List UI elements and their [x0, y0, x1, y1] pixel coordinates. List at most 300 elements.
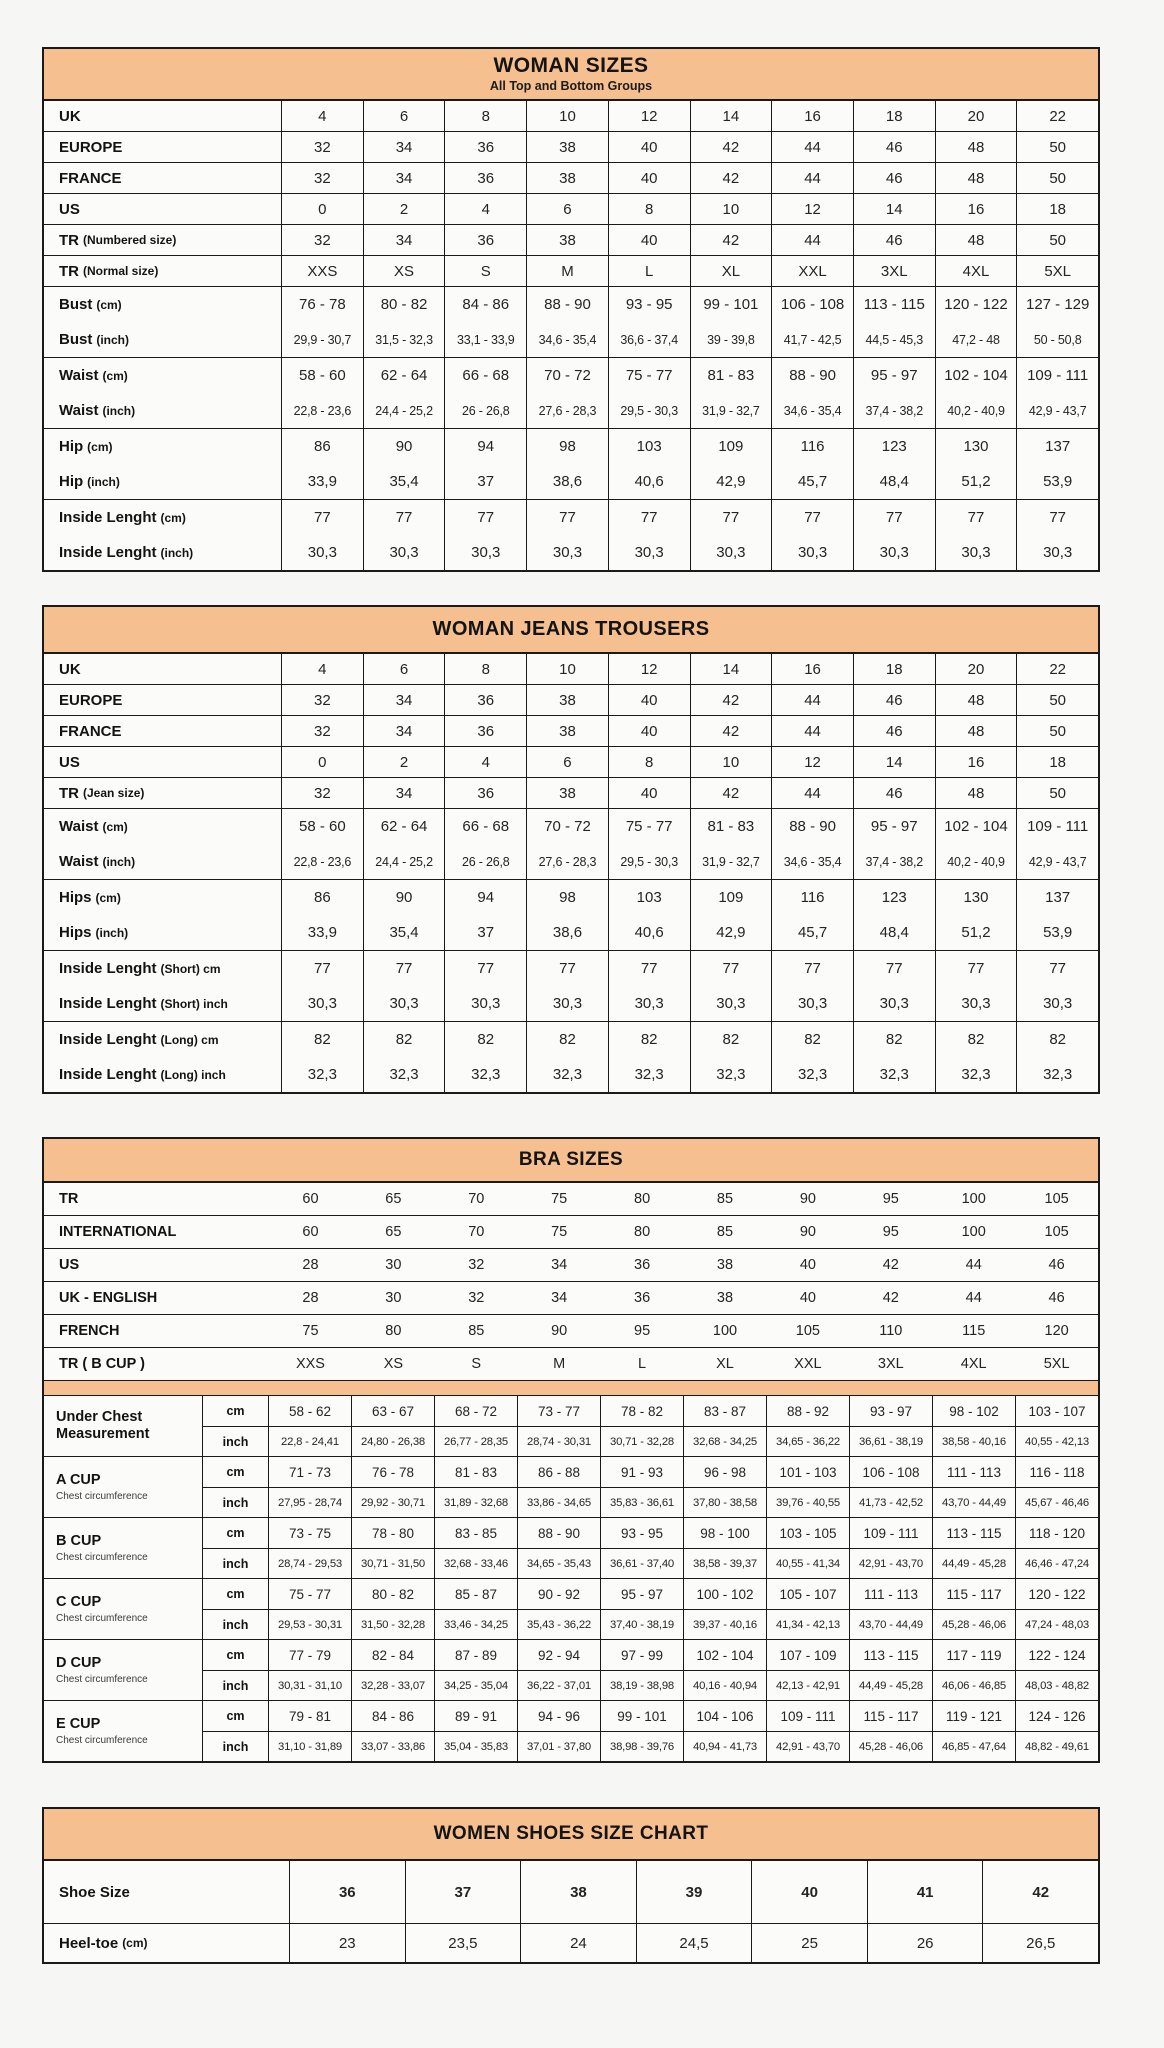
value-cell: 53,9: [1043, 924, 1073, 941]
value-cell: 24,4 - 25,2: [364, 844, 446, 879]
value-cell: 44,5 - 45,3: [854, 322, 936, 357]
value-cell: 12: [609, 101, 691, 131]
value-cell: 81 - 83: [691, 809, 773, 844]
value-cell: 22,8 - 23,6: [282, 393, 364, 428]
value-cell: 10: [691, 194, 773, 224]
row-label: [44, 809, 282, 844]
value-cell: 82: [282, 1022, 364, 1057]
row-label: [44, 287, 282, 322]
value-cell: 82: [936, 1022, 1018, 1057]
table-row: [44, 844, 1098, 879]
table-row: [44, 287, 1098, 322]
value-cell: 44: [772, 132, 854, 162]
value-cell: 42,91 - 43,70: [850, 1549, 933, 1578]
value-cell: 39 - 39,8: [691, 322, 773, 357]
value-cell: 30,71 - 31,50: [352, 1549, 435, 1578]
value-cell: 0: [282, 194, 364, 224]
value-cell: 46: [854, 778, 936, 808]
value-cell: 48,03 - 48,82: [1025, 1679, 1089, 1692]
value-cell: XS: [383, 1356, 404, 1372]
value-cell: 96 - 98: [684, 1457, 767, 1487]
cup-sublabel: Chest circumference: [56, 1673, 148, 1685]
value-cell: 44: [965, 1290, 982, 1306]
value-cell: 5XL: [1044, 262, 1072, 280]
value-cell: 47,2 - 48: [936, 322, 1018, 357]
woman-jeans-title: WOMAN JEANS TROUSERS: [432, 618, 710, 640]
value-cell: 77: [1049, 509, 1067, 526]
value-cell: L: [609, 256, 691, 286]
value-cell: 51,2: [936, 915, 1018, 950]
value-cell: 44: [772, 716, 854, 746]
value-cell: 35,04 - 35,83: [435, 1732, 518, 1761]
value-cell: 82 - 84: [352, 1640, 435, 1670]
cup-sublabel: Chest circumference: [56, 1612, 148, 1624]
value-cell: 90: [551, 1323, 568, 1339]
cup-sublabel: Chest circumference: [56, 1551, 148, 1563]
value-cell: 78 - 80: [352, 1518, 435, 1548]
value-cell: 32: [282, 225, 364, 255]
value-cell: 40: [609, 225, 691, 255]
value-cell: 40: [752, 1861, 868, 1923]
value-cell: 6: [364, 101, 446, 131]
value-cell: 111 - 113: [850, 1579, 933, 1609]
value-cell: 8: [445, 101, 527, 131]
value-cell: 48: [936, 132, 1018, 162]
value-cell: 36: [445, 163, 527, 193]
value-cell: 46: [1048, 1257, 1065, 1273]
value-cell: 86: [282, 429, 364, 464]
value-cell: 30,3: [772, 986, 854, 1021]
row-label-sub: (cm): [122, 1936, 148, 1950]
value-cell: 38: [527, 225, 609, 255]
table-row: [44, 464, 1098, 499]
value-cell: 32,3: [691, 1057, 773, 1092]
value-cell: 4: [445, 747, 527, 777]
value-cell: 24,5: [637, 1924, 753, 1962]
woman-sizes-row-group: [44, 225, 1098, 256]
value-cell: 3XL: [854, 256, 936, 286]
value-cell: 18: [1049, 753, 1067, 771]
value-cell: 93 - 95: [609, 287, 691, 322]
value-cell: 77: [527, 951, 609, 986]
value-cell: 113 - 115: [854, 287, 936, 322]
value-cell: 38: [527, 685, 609, 715]
value-cell: 33,86 - 34,65: [518, 1488, 601, 1517]
value-cell: 68 - 72: [435, 1396, 518, 1426]
value-cell: 34: [364, 132, 446, 162]
value-cell: 16: [772, 101, 854, 131]
value-cell: 77: [854, 951, 936, 986]
value-cell: 29,5 - 30,3: [609, 844, 691, 879]
value-cell: 77: [364, 951, 446, 986]
value-cell: 31,50 - 32,28: [352, 1610, 435, 1639]
row-label: [44, 844, 282, 879]
cup-row: [203, 1579, 1098, 1609]
row-label: [44, 429, 282, 464]
row-label-text: FRENCH: [59, 1323, 120, 1339]
cup-name: B CUP: [56, 1533, 102, 1550]
cup-row: [203, 1457, 1098, 1487]
value-cell: 42,13 - 42,91: [767, 1671, 850, 1700]
row-label-text: Bust: [59, 296, 93, 313]
value-cell: 34,65 - 35,43: [518, 1549, 601, 1578]
woman-sizes-title: WOMAN SIZES: [493, 54, 649, 77]
cup-label: [44, 1701, 203, 1761]
value-cell: 46: [854, 685, 936, 715]
row-label-text: Hips: [59, 924, 92, 941]
value-cell: 6: [527, 747, 609, 777]
bra-cup-group: [44, 1701, 1098, 1761]
table-row: [44, 685, 1098, 715]
value-cell: 32: [282, 163, 364, 193]
value-cell: 94: [445, 429, 527, 464]
value-cell: 41,7 - 42,5: [772, 322, 854, 357]
value-cell: 94 - 96: [518, 1701, 601, 1731]
value-cell: 73 - 77: [518, 1396, 601, 1426]
value-cell: 38: [527, 132, 609, 162]
value-cell: 75: [302, 1323, 319, 1339]
woman-jeans-row-group: [44, 778, 1098, 809]
value-cell: 44: [965, 1257, 982, 1273]
value-cell: 120 - 122: [1028, 1586, 1086, 1602]
value-cell: 30,3: [527, 535, 609, 570]
woman-sizes-row-group: [44, 287, 1098, 358]
value-cell: 37: [445, 464, 527, 499]
row-label: [44, 194, 282, 224]
value-cell: 32,68 - 34,25: [684, 1427, 767, 1456]
unit-cell: cm: [203, 1396, 269, 1426]
value-cell: 38: [527, 716, 609, 746]
value-cell: 46,06 - 46,85: [933, 1671, 1016, 1700]
value-cell: 36: [445, 685, 527, 715]
value-cell: 62 - 64: [364, 358, 446, 393]
value-cell: 48: [936, 225, 1018, 255]
value-cell: XXS: [295, 1356, 325, 1372]
woman-jeans-row-group: [44, 716, 1098, 747]
value-cell: 36: [634, 1257, 651, 1273]
value-cell: 42: [691, 225, 773, 255]
value-cell: 115: [962, 1323, 986, 1339]
cup-rows: [203, 1396, 1098, 1456]
bra-sizes-table: [42, 1137, 1100, 1763]
shoes-row-group: [44, 1924, 1098, 1962]
woman-sizes-row-group: [44, 429, 1098, 500]
value-cell: 50: [1049, 231, 1067, 249]
value-cell: 36: [445, 225, 527, 255]
value-cell: 77: [282, 951, 364, 986]
value-cell: 34,6 - 35,4: [772, 844, 854, 879]
cup-rows: [203, 1518, 1098, 1578]
table-row: [44, 747, 1098, 777]
cup-row: [203, 1518, 1098, 1548]
value-cell: 30,3: [609, 535, 691, 570]
value-cell: 39,37 - 40,16: [684, 1610, 767, 1639]
value-cell: 36: [634, 1290, 651, 1306]
woman-jeans-row-group: [44, 1022, 1098, 1092]
row-label: [44, 747, 282, 777]
row-label-sub: (cm): [102, 368, 128, 383]
value-cell: 42: [691, 685, 773, 715]
cup-row: [203, 1670, 1098, 1700]
value-cell: 75: [551, 1224, 568, 1240]
value-cell: 32,3: [282, 1057, 364, 1092]
value-cell: 4: [282, 654, 364, 684]
value-cell: 102 - 104: [936, 809, 1018, 844]
value-cell: 77: [527, 500, 609, 535]
row-label-text: Inside Lenght: [59, 1066, 157, 1083]
value-cell: 111 - 113: [933, 1457, 1016, 1487]
value-cell: 105: [1044, 1191, 1069, 1207]
row-label: [44, 1924, 290, 1962]
unit-cell: cm: [203, 1518, 269, 1548]
value-cell: 115 - 117: [850, 1701, 933, 1731]
value-cell: 82: [691, 1022, 773, 1057]
value-cell: 75 - 77: [609, 809, 691, 844]
value-cell: 50: [1049, 169, 1067, 187]
value-cell: 77: [772, 500, 854, 535]
value-cell: 116: [772, 880, 854, 915]
value-cell: 115 - 117: [933, 1579, 1016, 1609]
bra-band-row: [44, 1216, 1098, 1249]
value-cell: 30,3: [936, 986, 1018, 1021]
value-cell: 109: [691, 429, 773, 464]
value-cell: 32,68 - 33,46: [435, 1549, 518, 1578]
value-cell: 82: [1049, 1031, 1067, 1048]
value-cell: 29,92 - 30,71: [352, 1488, 435, 1517]
table-row: [44, 535, 1098, 570]
value-cell: 106 - 108: [772, 287, 854, 322]
row-label: [44, 951, 282, 986]
table-row: [44, 500, 1098, 535]
value-cell: 48,82 - 49,61: [1025, 1740, 1089, 1753]
value-cell: 88 - 90: [527, 287, 609, 322]
row-label-text: FRANCE: [59, 169, 122, 187]
value-cell: 90: [364, 429, 446, 464]
value-cell: 35,4: [364, 915, 446, 950]
shoes-title: WOMEN SHOES SIZE CHART: [433, 1823, 709, 1844]
table-row: [44, 1022, 1098, 1057]
value-cell: XS: [364, 256, 446, 286]
value-cell: 37,01 - 37,80: [518, 1732, 601, 1761]
value-cell: 40,6: [609, 464, 691, 499]
cup-label: [44, 1457, 203, 1517]
cup-label: [44, 1640, 203, 1700]
value-cell: 30,3: [1043, 995, 1073, 1012]
value-cell: 100: [712, 1323, 738, 1339]
cup-row: [203, 1640, 1098, 1670]
value-cell: 45,28 - 46,06: [933, 1610, 1016, 1639]
value-cell: 73 - 75: [269, 1518, 352, 1548]
row-label-text: EUROPE: [59, 691, 123, 709]
value-cell: 48,4: [854, 915, 936, 950]
cup-sublabel: Chest circumference: [56, 1490, 148, 1502]
value-cell: 50: [1049, 138, 1067, 156]
value-cell: 36: [445, 778, 527, 808]
value-cell: 88 - 92: [767, 1396, 850, 1426]
value-cell: XL: [716, 1356, 734, 1372]
value-cell: 24,80 - 26,38: [352, 1427, 435, 1456]
value-cell: 38,58 - 39,37: [684, 1549, 767, 1578]
value-cell: 33,07 - 33,86: [352, 1732, 435, 1761]
value-cell: 32,3: [527, 1057, 609, 1092]
value-cell: 35,4: [364, 464, 446, 499]
value-cell: 43,70 - 44,49: [933, 1488, 1016, 1517]
value-cell: 127 - 129: [1025, 296, 1090, 313]
row-label-text: UK: [59, 660, 81, 678]
table-row: [44, 654, 1098, 684]
value-cell: 50: [1049, 722, 1067, 740]
value-cell: 25: [752, 1924, 868, 1962]
value-cell: 45,67 - 46,46: [1025, 1496, 1089, 1509]
value-cell: 46: [1048, 1290, 1065, 1306]
row-label: [44, 322, 282, 357]
row-label: [44, 101, 282, 131]
row-label-text: Heel-toe: [59, 1934, 119, 1952]
value-cell: 41,34 - 42,13: [767, 1610, 850, 1639]
value-cell: 95: [882, 1224, 899, 1240]
value-cell: 117 - 119: [933, 1640, 1016, 1670]
value-cell: 16: [936, 194, 1018, 224]
value-cell: 48: [936, 163, 1018, 193]
shoes-row-group: [44, 1861, 1098, 1924]
row-label-sub: (Normal size): [83, 264, 159, 278]
value-cell: 109 - 111: [767, 1701, 850, 1731]
value-cell: 48: [936, 685, 1018, 715]
value-cell: 27,95 - 28,74: [269, 1488, 352, 1517]
value-cell: 100: [961, 1191, 986, 1207]
value-cell: 32: [282, 716, 364, 746]
value-cell: 99 - 101: [691, 287, 773, 322]
value-cell: 12: [772, 747, 854, 777]
value-cell: 36,22 - 37,01: [518, 1671, 601, 1700]
value-cell: 39,76 - 40,55: [767, 1488, 850, 1517]
value-cell: 123: [854, 880, 936, 915]
value-cell: 4: [445, 194, 527, 224]
row-label-text: TR: [59, 231, 79, 249]
value-cell: 46,85 - 47,64: [933, 1732, 1016, 1761]
value-cell: 37: [445, 915, 527, 950]
row-label: [44, 1057, 282, 1092]
value-cell: 42: [691, 163, 773, 193]
value-cell: 36,6 - 37,4: [609, 322, 691, 357]
value-cell: 77: [1049, 960, 1067, 977]
value-cell: 82: [527, 1022, 609, 1057]
table-row: [44, 809, 1098, 844]
value-cell: 40: [609, 716, 691, 746]
row-label-sub: (inch): [102, 854, 136, 869]
value-cell: 30,3: [1043, 544, 1073, 561]
value-cell: 38: [527, 163, 609, 193]
row-label-text: Inside Lenght: [59, 509, 157, 526]
value-cell: 47,24 - 48,03: [1025, 1618, 1089, 1631]
value-cell: 34: [551, 1290, 568, 1306]
value-cell: 91 - 93: [601, 1457, 684, 1487]
table-row: [44, 1057, 1098, 1092]
value-cell: 40,55 - 42,13: [1025, 1435, 1089, 1448]
value-cell: 48: [936, 716, 1018, 746]
value-cell: S: [445, 256, 527, 286]
woman-sizes-row-group: [44, 358, 1098, 429]
row-label-text: Hips: [59, 889, 92, 906]
row-label-text: TR: [59, 784, 79, 802]
value-cell: 85: [716, 1224, 734, 1240]
value-cell: 58 - 60: [282, 358, 364, 393]
value-cell: 94: [445, 880, 527, 915]
row-label: [44, 500, 282, 535]
value-cell: 38: [716, 1257, 734, 1273]
value-cell: 86 - 88: [518, 1457, 601, 1487]
value-cell: 85: [468, 1323, 485, 1339]
value-cell: 76 - 78: [282, 287, 364, 322]
value-cell: 29,53 - 30,31: [269, 1610, 352, 1639]
value-cell: 30,3: [282, 535, 364, 570]
value-cell: 42,91 - 43,70: [767, 1732, 850, 1761]
value-cell: 83 - 85: [435, 1518, 518, 1548]
value-cell: 95 - 97: [854, 358, 936, 393]
value-cell: 80 - 82: [364, 287, 446, 322]
value-cell: 38,58 - 40,16: [933, 1427, 1016, 1456]
value-cell: 81 - 83: [435, 1457, 518, 1487]
value-cell: 4: [282, 101, 364, 131]
cup-label: [44, 1579, 203, 1639]
row-label: [44, 716, 282, 746]
bra-cup-group: [44, 1579, 1098, 1640]
row-label-sub: (inch): [102, 403, 136, 418]
row-label-text: US: [59, 1257, 80, 1273]
value-cell: 6: [364, 654, 446, 684]
value-cell: 88 - 90: [772, 358, 854, 393]
value-cell: 32,3: [609, 1057, 691, 1092]
value-cell: 137: [1045, 889, 1071, 906]
row-label-text: Waist: [59, 818, 99, 835]
value-cell: 22: [1049, 107, 1067, 125]
value-cell: 38: [716, 1290, 734, 1306]
unit-cell: inch: [203, 1549, 269, 1578]
value-cell: 113 - 115: [933, 1518, 1016, 1548]
value-cell: 31,9 - 32,7: [691, 844, 773, 879]
row-label-text: UK: [59, 107, 81, 125]
value-cell: 51,2: [936, 464, 1018, 499]
value-cell: 104 - 106: [684, 1701, 767, 1731]
woman-sizes-row-group: [44, 256, 1098, 287]
value-cell: 30,31 - 31,10: [269, 1671, 352, 1700]
table-row: [44, 393, 1098, 428]
value-cell: 32,3: [772, 1057, 854, 1092]
row-label-sub: (inch): [95, 925, 129, 940]
cup-row: [203, 1731, 1098, 1761]
value-cell: 86: [282, 880, 364, 915]
value-cell: 77: [691, 500, 773, 535]
value-cell: 31,89 - 32,68: [435, 1488, 518, 1517]
value-cell: 30,3: [527, 986, 609, 1021]
value-cell: 34,65 - 36,22: [767, 1427, 850, 1456]
value-cell: 42,9 - 43,7: [1028, 403, 1087, 418]
value-cell: 105 - 107: [767, 1579, 850, 1609]
bra-sizes-title: BRA SIZES: [518, 1149, 624, 1170]
row-label-sub: (inch): [96, 332, 130, 347]
value-cell: 22,8 - 24,41: [269, 1427, 352, 1456]
value-cell: 82: [854, 1022, 936, 1057]
value-cell: 77: [772, 951, 854, 986]
unit-cell: inch: [203, 1427, 269, 1456]
value-cell: 32,3: [1043, 1066, 1073, 1083]
value-cell: 103 - 107: [1028, 1403, 1086, 1419]
value-cell: 35,43 - 36,22: [518, 1610, 601, 1639]
row-label: [44, 915, 282, 950]
value-cell: 22,8 - 23,6: [282, 844, 364, 879]
unit-cell: cm: [203, 1701, 269, 1731]
row-label: [44, 1183, 269, 1215]
